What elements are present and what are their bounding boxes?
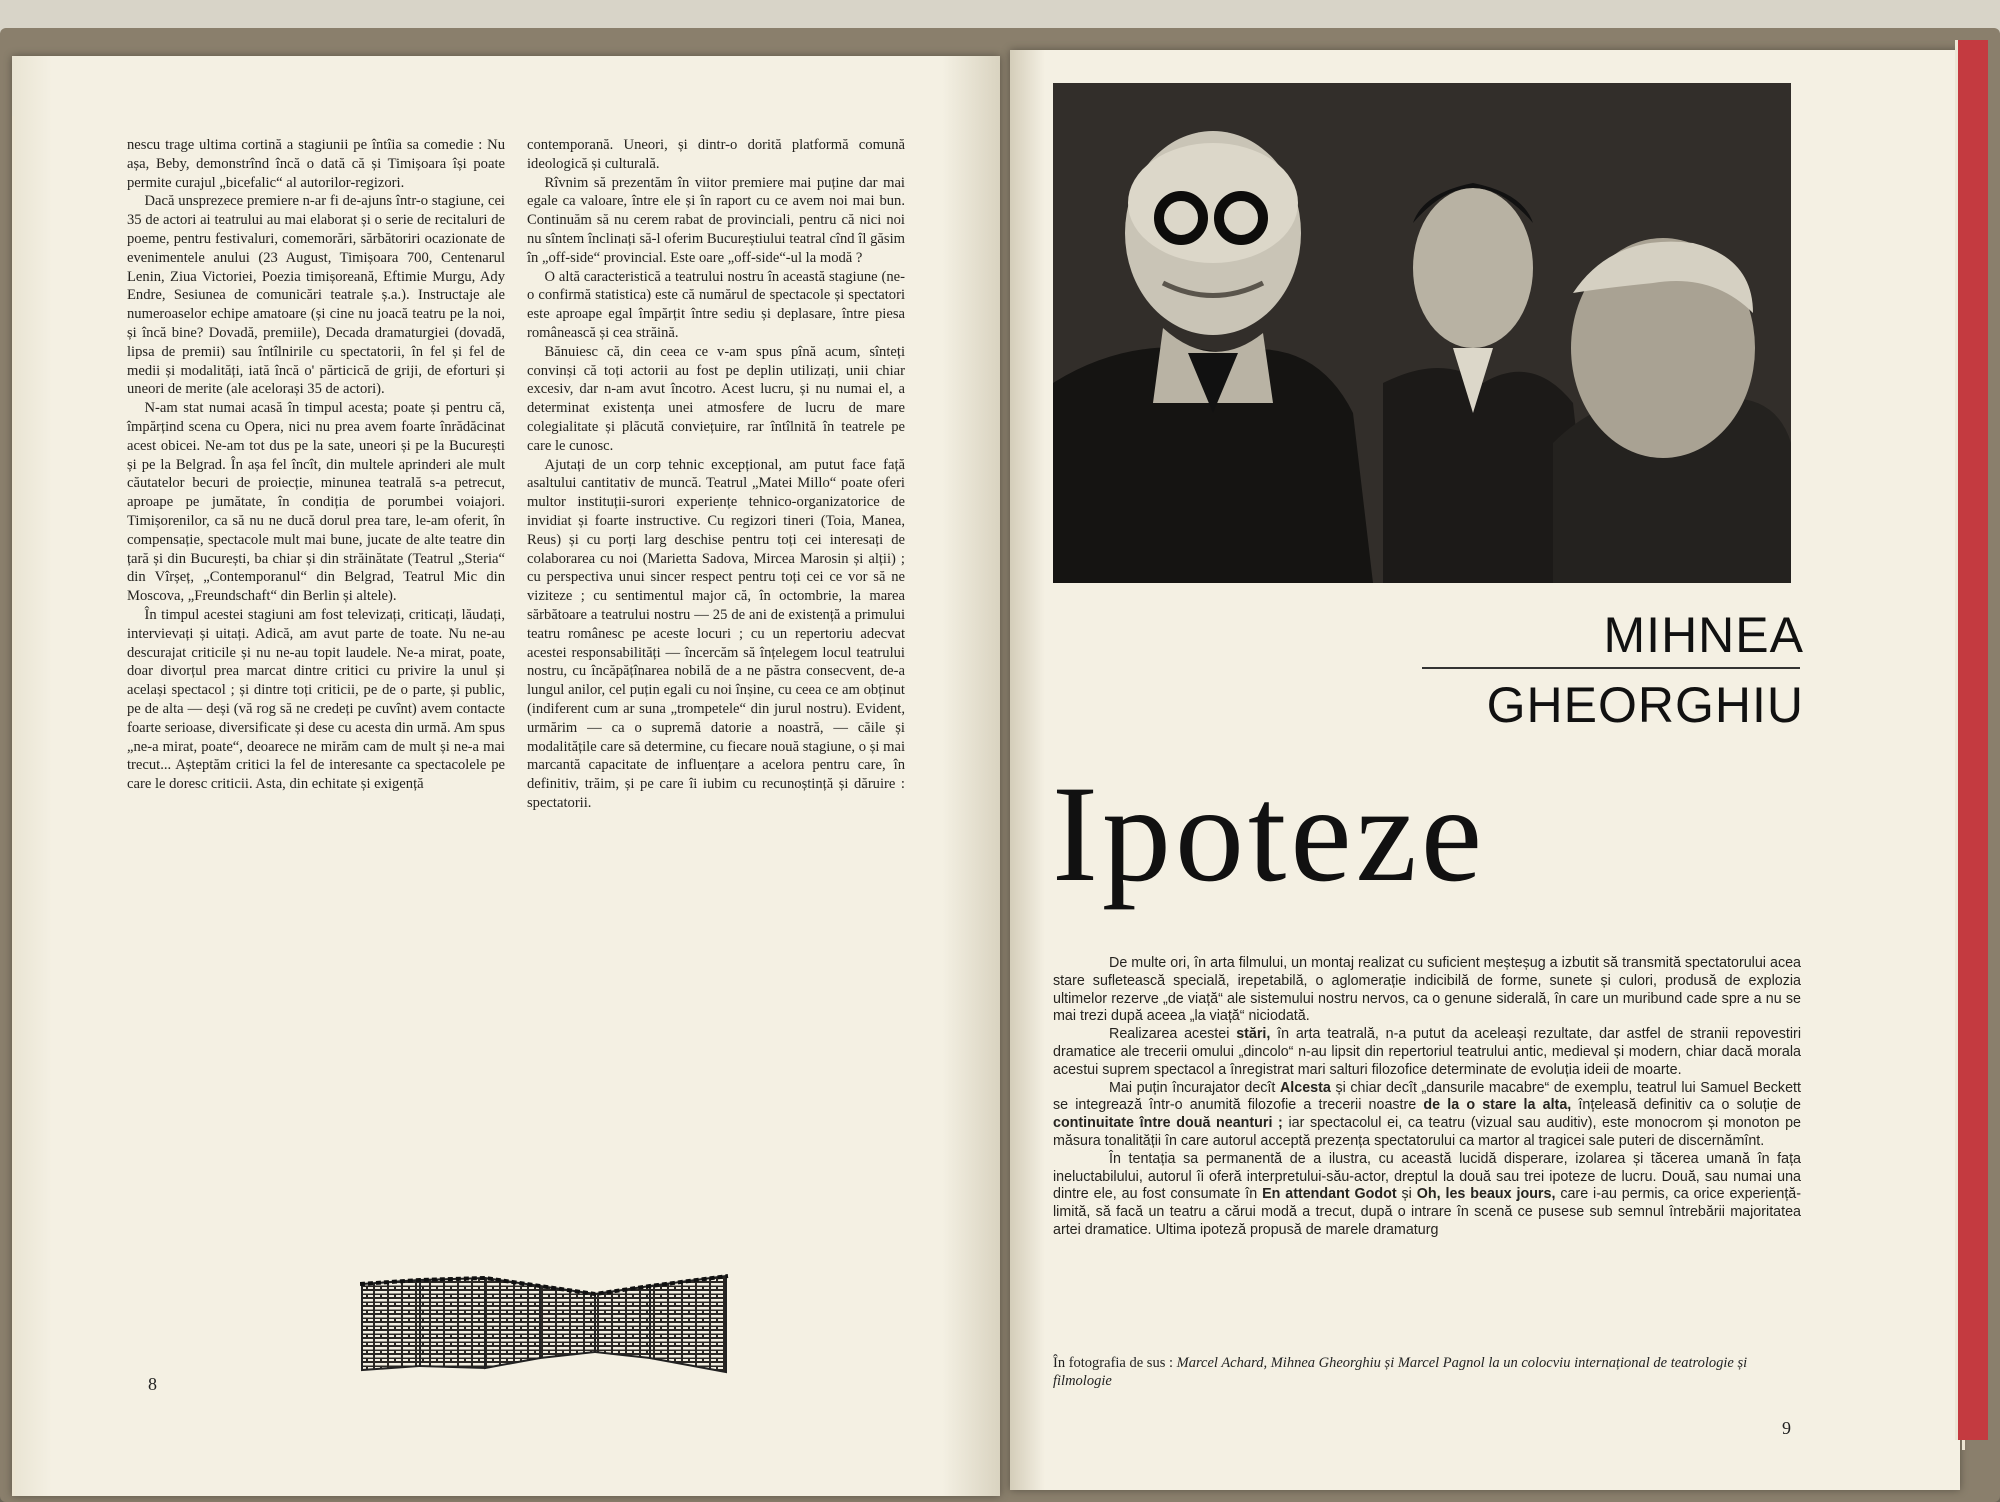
page-number-left: 8 (148, 1374, 157, 1394)
heading-rule (1422, 667, 1800, 669)
caption-prefix: În fotografia de sus : (1053, 1355, 1177, 1371)
photo-caption (1053, 1354, 1803, 1390)
paragraph: Realizarea acestei stări, în arta teatrală, n-a putut da aceleași rezultate, dar astfel de stranii repovestiri dramatice ale trecerii omului „dincolo“ n-au lipsit din repertoriul teatrului antic, medieval și modern, chiar dacă morala acestui suprem spectacol a înregistrat mari salturi filozofice determinate de evoluția ideii de moarte. (1053, 1026, 1801, 1078)
paragraph: Ajutați de un corp tehnic excepțional, am putut face față asaltului cantitativ de muncă. Teatrul „Matei Millo“ poate oferi multor instituții-surori experiențe tehnico-organizatorice de invidiat și foarte instructive. Cu regizori tineri (Toia, Manea, Reus) și cu porți larg deschise pentru toți cei interesați de colaborarea cu noi (Marietta Sadova, Mircea Marosin și alții) ; cu perspectiva unui sincer respect pentru toți cei ce vor să ne viziteze ; cu sentimentul major că, în octombrie, la marea sărbătoare a teatrului nostru — 25 de ani de existență a primului teatru românesc pe aceste locuri ; cu un repertoriu adecvat acestei responsabilități — încercăm să înțelegem locul teatrului nostru, cu încăpățînarea nobilă de a ne păstra consecvent, de-a lungul anilor, cel puțin egali cu noi înșine, cu ceea ce am obținut (indiferent cum ar suna „trompetele“ din jurul nostru). Evident, urmărim — ca o supremă datorie a noastră, — căile și modalitățile care să determine, cu fiecare nouă stagiune, o și mai marcantă capacitate de influențare a acelora pentru care, în definitiv, trăim, și pe care îi iubim cu recunoștință și dăruire : spectatorii. (527, 456, 905, 811)
article-body (1053, 955, 1801, 1240)
paragraph: nescu trage ultima cortină a stagiunii pe întîia sa comedie : Nu așa, Beby, demonstrînd încă o dată că și Timișoara își poate permite curajul „bicefalic“ al autorilor-regizori. (127, 137, 505, 191)
paragraph: Bănuiesc că, din ceea ce v-am spus pînă acum, sînteți convinși că toți actorii au fost pe deplin utilizați, unii chiar excesiv, dar n-am avut încotro. Acest lucru, și nu numai el, a determinat existența unei atmosfere de lucru de mare colegialitate și plăcută conviețuire, rar întîlnită în teatrele pe care le cunosc. (527, 343, 905, 454)
red-page-edge (1955, 40, 1988, 1440)
left-column-2 (527, 136, 905, 813)
bold-phrase: Oh, les beaux jours, (1416, 1186, 1556, 1203)
page-stack-edge (12, 116, 15, 1496)
paragraph: În timpul acestei stagiuni am fost televizați, criticați, lăudați, intervievați și uitați. Adică, am avut parte de toate. Nu ne-au descurajat criticile și nu ne-au topit laudele. Ne-a mirat, poate, doar divorțul prea marcat dintre critici cu privire la unul și același spectacol ; și dintre toți criticii, pe de o parte, și public, pe de alta — deși (vă rog să ne credeți pe cuvînt) avem contacte foarte serioase, diversificate și dese cu acesta din urmă. Am spus „ne-a mirat, poate“, deoarece ne mirăm cam de mult și ne-a mai trecut... Așteptăm critici la fel de interesante ca spectacolele pe care le doresc criticii. Asta, din echitate și exigență (127, 606, 505, 793)
bold-phrase: Alcesta (1279, 1079, 1331, 1096)
paragraph: Dacă unsprezece premiere n-ar fi de-ajuns într-o stagiune, cei 35 de actori ai teatrului au mai elaborat și o serie de recitaluri de poeme, pentru festivaluri, comemorări, sărbătoriri ocazionate de evenimentele anului (23 August, Timișoara 700, Centenarul Lenin, Ziua Victoriei, Poezia timișoreană, Eftimie Murgu, Ady Endre, Sesiunea de comunicări teatrale ș.a.). Instructaje ale numeroaselor echipe amatoare (și cine nu joacă teatru pe la noi, și încă bine? Dovadă, premiile), Decada dramaturgiei (dovadă, lipsa de premii) sau întîlnirile cu spectatorii, în fel și fel de medii și modalități, iată încă o' părticică de griji, de eforturi și uneori de merite (ale acelorași 35 de actori). (127, 193, 505, 398)
fortress-wall-illustration (360, 1274, 730, 1374)
page-number-right: 9 (1782, 1418, 1791, 1438)
author-first-name: MIHNEA (1603, 607, 1804, 663)
paragraph: În tentația sa permanentă de a ilustra, cu această lucidă disperare, izolarea și tăcerea umană în fața ineluctabilului, autorul îi oferă interpretului-său-actor, dreptul la două sau trei ipoteze de lucru. Două, sau numai una dintre ele, au fost consumate în En attendant Godot și Oh, les beaux jours, care i-au permis, ca orice experiență-limită, să facă un teatru a cărui modă a trecut, după o intrare în scenă ce pusese sub semnul întrebării majoritatea artei dramatice. Ultima ipoteză propusă de marele dramaturg (1053, 1150, 1802, 1238)
paragraph: N-am stat numai acasă în timpul acesta; poate și pentru că, împărțind scena cu Opera, nici nu prea avem foarte înrădăcinat acest obicei. Ne-am tot dus pe la sate, uneori și pe la București și pe la Belgrad. În așa fel încît, din multele aprinderi ale mult căutatelor becuri de proiecție, minunea teatrală s-a petrecut, aproape pe jumătate, în condiția de porumbei voiajori. Timișorenilor, ca să nu ne ducă dorul prea tare, le-am oferit, în compensație, spectacole mult mai bune, jucate de alte teatre din țară și din București, ba chiar și din străinătate (Teatrul „Steria“ din Vîrșeț, „Contemporanul“ din Belgrad, Teatrul Mic din Moscova, „Freundschaft“ din Berlin și altele). (127, 400, 505, 605)
paragraph: Mai puțin încurajator decît Alcesta și chiar decît „dansurile macabre“ de exemplu, teatrul lui Samuel Beckett se integrează într-o anumită filozofie a trecerii noastre de la o stare la alta, înțeleasă definitiv ca o soluție de continuitate între două neanturi ; iar spectacolul ei, ca teatru (vizual sau auditiv), este monocrom și monoton pe măsura tonalității în care autorul acceptă prezența spectatorului ca martor al tragicei sale puteri de discernămînt. (1053, 1079, 1801, 1149)
bold-phrase: continuitate între două neanturi ; (1053, 1115, 1283, 1132)
portrait-photo-illustration (1053, 83, 1791, 583)
left-column-1 (127, 136, 505, 794)
right-page (1010, 50, 1960, 1490)
paragraph: contemporană. Uneori, și dintr-o dorită platformă comună ideologică și culturală. (527, 137, 905, 172)
bold-phrase: de la o stare la alta, (1423, 1097, 1572, 1114)
author-last-name: GHEORGHIU (1486, 677, 1804, 733)
paragraph: O altă caracteristică a teatrului nostru în această stagiune (ne-o confirmă statistica) este că numărul de spectacole și spectatori este aproape egal împărțit între sediu și deplasare, între piesa românească și cea străină. (527, 268, 905, 341)
paragraph: Rîvnim să prezentăm în viitor premiere mai puține dar mai egale ca valoare, între ele și în raport cu ce avem noi mai bun. Continuăm să nu cerem rabat de provinciali, pentru că nici noi nu sîntem înclinați să-l oferim Bucureștiului teatral cînd îl găsim în „off-side“ provincial. Este oare „off-side“-ul la modă ? (527, 174, 905, 266)
article-title: Ipoteze (1052, 757, 1487, 910)
caption-names: Marcel Achard, Mihnea Gheorghiu și Marcel Pagnol la un colocviu internațional de teatrologie și filmologie (1053, 1355, 1748, 1389)
bold-phrase: En attendant Godot (1262, 1186, 1397, 1203)
paragraph: De multe ori, în arta filmului, un montaj realizat cu suficient meșteșug a izbutit să transmită spectatorului acea stare sufletească specială, irepetabilă, o aglomerație indicibilă de forme, sunete și culori, produsă de explozia ultimelor rezerve „de viață“ ale sistemului nostru nervos, ca o genune siderală, în care un muribund cade spre a nu se mai trezi după aceea „la viață“ niciodată. (1053, 955, 1801, 1025)
bold-phrase: stări, (1236, 1026, 1271, 1043)
left-page (12, 56, 1000, 1496)
photograph (1053, 83, 1791, 583)
